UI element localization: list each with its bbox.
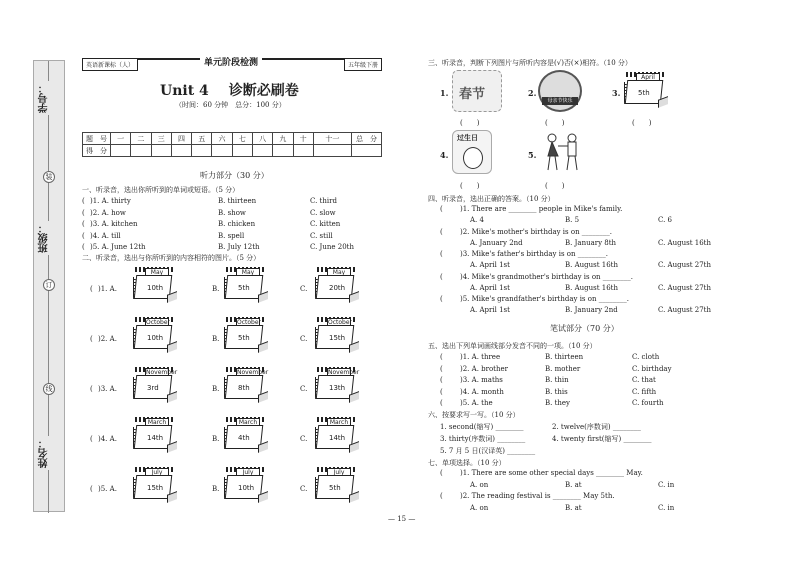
- answer-paren-open: (: [82, 197, 85, 205]
- option-c: C. fourth: [632, 399, 664, 407]
- calendar-month: October: [328, 319, 353, 326]
- birthday-picture: [452, 130, 492, 174]
- question-item[interactable]: )4. A. month: [460, 387, 504, 396]
- calendar-option[interactable]: [315, 317, 359, 351]
- answer-paren-open: (: [82, 220, 85, 228]
- picture-lettering: 春节: [459, 87, 486, 102]
- write-item[interactable]: 3. thirty(序数词) ________: [440, 435, 526, 443]
- calendar-option[interactable]: [224, 467, 268, 501]
- time-info: （时间：60 分钟 总分：100 分）: [175, 101, 286, 109]
- option-b: B. chicken: [218, 220, 256, 228]
- option-c-label: C.: [300, 435, 308, 443]
- calendar-month: July: [236, 468, 260, 476]
- section6-title: 六、按要求写一写。（10 分）: [428, 411, 520, 419]
- question-item[interactable]: )2. A. how: [90, 208, 126, 217]
- calendar-option[interactable]: [224, 267, 268, 301]
- answer-blank[interactable]: ( ): [545, 182, 565, 190]
- calendar-option[interactable]: [133, 467, 177, 501]
- answer-blank[interactable]: ( ): [460, 182, 480, 190]
- calendar-option[interactable]: [224, 367, 268, 401]
- answer-paren-open: (: [440, 364, 443, 373]
- answer-paren-open: (: [90, 485, 93, 493]
- paper-title: [160, 80, 299, 100]
- character-face-icon: [463, 147, 483, 169]
- option-b-label: B.: [212, 485, 220, 493]
- calendar-option[interactable]: [133, 267, 177, 301]
- option-c: C. fifth: [632, 387, 657, 396]
- binding-strip: [33, 60, 65, 512]
- name-label: 姓名：: [39, 438, 50, 468]
- question-item[interactable]: )2. A.: [98, 335, 117, 343]
- option-c: C. third: [310, 197, 337, 205]
- answer-paren-open: (: [440, 353, 443, 361]
- question-item[interactable]: )1. A.: [98, 285, 117, 293]
- option-b: B. this: [545, 387, 568, 396]
- textbook-tag: 英语新课标（人）: [82, 58, 138, 71]
- calendar-day: 8th: [238, 384, 250, 392]
- score-cell: 一: [111, 133, 131, 145]
- calendar-april: [624, 72, 668, 106]
- calendar-day: 10th: [147, 334, 164, 342]
- answer-paren-open: (: [90, 385, 93, 393]
- score-cell: 得 分: [83, 145, 111, 157]
- question-item[interactable]: )3. A. maths: [460, 376, 503, 384]
- score-entry[interactable]: [192, 145, 212, 157]
- answer-paren-open: (: [440, 399, 443, 407]
- calendar-option[interactable]: [224, 317, 268, 351]
- option-c-label: C.: [300, 285, 308, 293]
- listening-heading: 听力部分（30 分）: [200, 171, 269, 180]
- dancers-icon: [538, 130, 588, 174]
- score-cell: 八: [252, 133, 272, 145]
- binding-mark: 装: [43, 171, 55, 183]
- option-c: C. August 27th: [658, 261, 711, 269]
- score-cell: 十: [293, 133, 313, 145]
- dancing-couple-picture: [538, 130, 588, 174]
- calendar-month: May: [327, 268, 351, 276]
- calendar-day: 3rd: [147, 384, 159, 392]
- score-header-row: [83, 133, 382, 145]
- option-b: B. at: [565, 481, 582, 489]
- score-cell: 五: [192, 133, 212, 145]
- option-c: C. still: [310, 231, 333, 240]
- answer-paren-open: (: [440, 272, 443, 281]
- calendar-option[interactable]: [224, 417, 268, 451]
- score-entry[interactable]: [151, 145, 171, 157]
- score-cell: 四: [171, 133, 191, 145]
- answer-blank[interactable]: ( ): [460, 119, 480, 127]
- calendar-month: November: [237, 369, 269, 376]
- question-item[interactable]: )1. A. three: [460, 353, 501, 361]
- page-number: — 15 —: [388, 515, 416, 523]
- answer-paren-open: (: [440, 227, 443, 236]
- option-a: A. on: [470, 481, 489, 489]
- answer-paren-open: (: [90, 335, 93, 343]
- option-a: A. on: [470, 504, 489, 512]
- option-c: C. cloth: [632, 353, 660, 361]
- option-c: C. in: [658, 481, 675, 489]
- question-item[interactable]: )3. Mike's father's birthday is on ________.: [460, 250, 608, 258]
- answer-paren-open: (: [82, 231, 85, 240]
- option-b-label: B.: [212, 335, 220, 343]
- section2-title: 二、听录音，选出与你所听到的内容相符的图片。（5 分）: [82, 254, 261, 262]
- pic-label: 4.: [440, 150, 449, 160]
- option-a: A. April 1st: [470, 283, 510, 292]
- calendar-option[interactable]: [315, 467, 359, 501]
- unit-label: Unit 4: [160, 83, 209, 99]
- option-b-label: B.: [212, 385, 220, 393]
- section7-title: 七、单项选择。（10 分）: [428, 459, 506, 467]
- score-entry[interactable]: [273, 145, 293, 157]
- option-c: C. that: [632, 376, 656, 384]
- calendar-day: 10th: [147, 284, 164, 292]
- question-item[interactable]: )2. Mike's mother's birthday is on ________.: [460, 227, 613, 236]
- calendar-option[interactable]: [315, 367, 359, 401]
- score-cell: 九: [273, 133, 293, 145]
- calendar-day: 5th: [238, 284, 250, 292]
- question-item[interactable]: )3. A. kitchen: [90, 220, 138, 228]
- option-b: B. 5: [565, 216, 580, 224]
- picture-lettering: 母亲节快乐: [542, 97, 578, 105]
- calendar-month: July: [145, 468, 169, 476]
- calendar-month: March: [327, 418, 351, 426]
- calendar-month: October: [237, 319, 262, 326]
- score-entry[interactable]: [352, 145, 382, 157]
- score-entry[interactable]: [232, 145, 252, 157]
- question-item[interactable]: )4. A. till: [90, 231, 121, 240]
- calendar-day: 14th: [329, 434, 346, 442]
- answer-paren-open: (: [440, 469, 443, 477]
- option-b: B. thirteen: [218, 197, 257, 205]
- calendar-option[interactable]: [315, 267, 359, 301]
- write-item[interactable]: 1. second(缩写) ________: [440, 423, 524, 431]
- option-a: A. 4: [470, 216, 484, 224]
- section5-title: 五、选出下列单词画线部分发音不同的一项。（10 分）: [428, 342, 597, 350]
- answer-blank[interactable]: ( ): [632, 119, 652, 127]
- calendar-month: May: [236, 268, 260, 276]
- calendar-day: 14th: [147, 434, 164, 442]
- calendar-day: 5th: [329, 484, 341, 492]
- calendar-day: 20th: [329, 284, 346, 292]
- option-c: C. in: [658, 504, 675, 512]
- writing-heading: 笔试部分（70 分）: [550, 324, 619, 333]
- pic-label: 2.: [528, 88, 537, 98]
- option-b: B. at: [565, 504, 582, 512]
- calendar-month: April: [636, 73, 660, 81]
- option-c: C. August 16th: [658, 238, 711, 247]
- binding-mark: 线: [43, 383, 55, 395]
- section3-title: 三、听录音，判断下列图片与所听内容是(√)否(×)相符。（10 分）: [428, 59, 632, 67]
- option-c: C. June 20th: [310, 243, 354, 251]
- question-item[interactable]: )2. The reading festival is ________ May 5th.: [460, 492, 615, 500]
- calendar-day: 15th: [147, 484, 164, 492]
- answer-blank[interactable]: ( ): [545, 119, 565, 127]
- question-item[interactable]: )1. A. thirty: [90, 197, 131, 205]
- score-cell: 三: [151, 133, 171, 145]
- option-b: B. thirteen: [545, 353, 584, 361]
- score-entry[interactable]: [293, 145, 313, 157]
- option-c-label: C.: [300, 385, 308, 393]
- calendar-day: 13th: [329, 384, 346, 392]
- answer-paren-open: (: [90, 435, 93, 443]
- answer-paren-open: (: [440, 295, 443, 303]
- question-item[interactable]: )2. A. brother: [460, 364, 508, 373]
- score-entry[interactable]: [212, 145, 232, 157]
- option-b: B. show: [218, 208, 246, 217]
- question-item[interactable]: )3. A.: [98, 385, 117, 393]
- calendar-month: March: [145, 418, 169, 426]
- question-item[interactable]: )4. A.: [98, 435, 117, 443]
- answer-paren-open: (: [82, 243, 85, 251]
- grade-tag: 五年级下册: [344, 58, 382, 71]
- calendar-option[interactable]: [133, 417, 177, 451]
- question-item[interactable]: )5. A. June 12th: [90, 243, 146, 251]
- score-cell: 七: [232, 133, 252, 145]
- answer-paren-open: (: [440, 250, 443, 258]
- answer-paren-open: (: [440, 492, 443, 500]
- score-cell: 总 分: [352, 133, 382, 145]
- option-b-label: B.: [212, 285, 220, 293]
- option-a: A. April 1st: [470, 306, 510, 314]
- score-table: [82, 132, 382, 157]
- picture-lettering: 过生日: [457, 133, 478, 142]
- score-entry[interactable]: [171, 145, 191, 157]
- pic-label: 1.: [440, 88, 449, 98]
- option-c: C. 6: [658, 216, 673, 224]
- option-c: C. birthday: [632, 364, 672, 373]
- calendar-day: 5th: [238, 334, 250, 342]
- mothers-day-picture: [538, 70, 582, 112]
- option-b: B. August 16th: [565, 261, 619, 269]
- option-b-label: B.: [212, 435, 220, 443]
- calendar-day: 15th: [329, 334, 346, 342]
- option-a: A. January 2nd: [470, 238, 523, 247]
- question-item[interactable]: )1. There are ________ people in Mike's family.: [460, 205, 623, 213]
- write-item[interactable]: 4. twenty first(缩写) ________: [552, 435, 652, 443]
- question-item[interactable]: )1. There are some other special days ________ May.: [460, 469, 643, 477]
- option-b: B. mother: [545, 364, 581, 373]
- class-label: 班级：: [39, 223, 50, 253]
- option-b: B. January 8th: [565, 238, 617, 247]
- answer-paren-open: (: [440, 387, 443, 396]
- calendar-option[interactable]: [133, 317, 177, 351]
- answer-paren-open: (: [90, 285, 93, 293]
- calendar-month: May: [145, 268, 169, 276]
- calendar-option[interactable]: [315, 417, 359, 451]
- option-b: B. July 12th: [218, 243, 260, 251]
- option-c: C. August 27th: [658, 306, 711, 314]
- score-entry[interactable]: [111, 145, 131, 157]
- write-item[interactable]: 2. twelve(序数词) ________: [552, 423, 641, 431]
- score-entry[interactable]: [313, 145, 351, 157]
- option-c: C. August 27th: [658, 283, 711, 292]
- pic-label: 5.: [528, 150, 537, 160]
- score-value-row: [83, 145, 382, 157]
- binding-mark: 订: [43, 279, 55, 291]
- option-c: C. slow: [310, 208, 336, 217]
- paper-header: [82, 58, 382, 70]
- option-b: B. they: [545, 399, 571, 407]
- pic-label: 3.: [612, 88, 621, 98]
- calendar-day: 4th: [238, 434, 250, 442]
- score-entry[interactable]: [131, 145, 151, 157]
- option-c: C. kitten: [310, 220, 341, 228]
- calendar-month: July: [327, 468, 351, 476]
- calendar-day: 10th: [238, 484, 255, 492]
- student-id-label: 学号：: [39, 83, 50, 113]
- answer-paren-open: (: [440, 376, 443, 384]
- section1-title: 一、听录音，选出你所听到的单词或短语。（5 分）: [82, 186, 240, 194]
- score-cell: 二: [131, 133, 151, 145]
- calendar-month: November: [146, 369, 178, 376]
- option-b: B. spell: [218, 231, 245, 240]
- score-entry[interactable]: [252, 145, 272, 157]
- option-b: B. thin: [545, 376, 569, 384]
- calendar-month: October: [146, 319, 171, 326]
- option-b: B. January 2nd: [565, 306, 618, 314]
- option-c-label: C.: [300, 485, 308, 493]
- title-text: 诊断必刷卷: [228, 83, 299, 99]
- spring-festival-picture: [452, 70, 502, 112]
- write-item[interactable]: 5. 7 月 5 日(汉译英) ________: [440, 447, 536, 455]
- calendar-month: November: [328, 369, 360, 376]
- question-item[interactable]: )5. A. the: [460, 399, 493, 407]
- answer-paren-open: (: [440, 205, 443, 213]
- question-item[interactable]: )4. Mike's grandmother's birthday is on ________.: [460, 272, 634, 281]
- header-title: 单元阶段检测: [200, 55, 262, 68]
- option-b: B. August 16th: [565, 283, 619, 292]
- score-cell: 十一: [313, 133, 351, 145]
- calendar-month: March: [236, 418, 260, 426]
- option-a: A. April 1st: [470, 261, 510, 269]
- calendar-option[interactable]: [133, 367, 177, 401]
- answer-paren-open: (: [82, 208, 85, 217]
- score-cell: 题 号: [83, 133, 111, 145]
- calendar-day: 5th: [638, 89, 650, 97]
- section4-title: 四、听录音，选出正确的答案。（10 分）: [428, 195, 555, 203]
- question-item[interactable]: )5. Mike's grandfather's birthday is on ________.: [460, 295, 629, 303]
- question-item[interactable]: )5. A.: [98, 485, 117, 493]
- option-c-label: C.: [300, 335, 308, 343]
- score-cell: 六: [212, 133, 232, 145]
